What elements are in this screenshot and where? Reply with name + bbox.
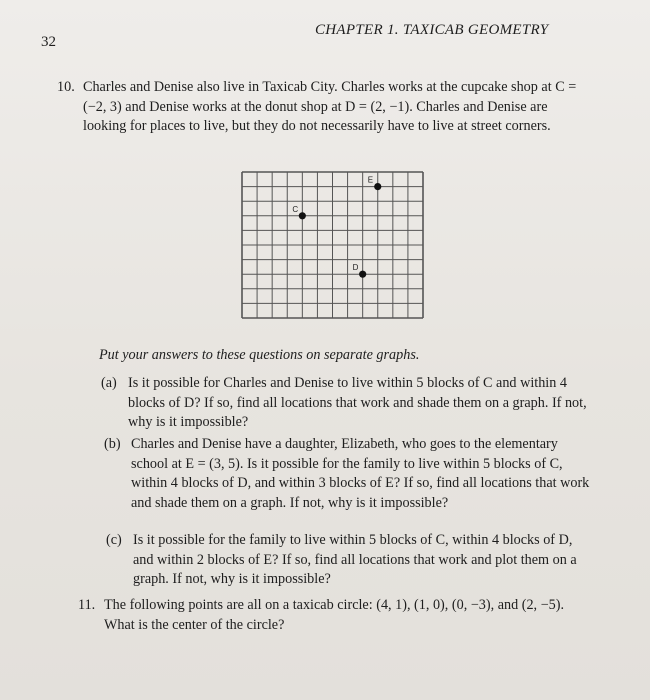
- part-a: [101, 374, 590, 433]
- running-head: CHAPTER 1. TAXICAB GEOMETRY: [315, 22, 549, 38]
- part-label: (c): [106, 532, 122, 548]
- part-text: Is it possible for Charles and Denise to live within 5 blocks of C and within 4 blocks of D? If so, find all locations that work and shade them on a graph. If not, why is it impossible?: [128, 375, 587, 430]
- part-label: (a): [101, 375, 117, 391]
- point-label-c: C: [292, 204, 299, 214]
- point-e: [374, 183, 381, 190]
- point-c: [299, 212, 306, 219]
- grid-points: [292, 176, 381, 278]
- problem-11: [78, 596, 592, 635]
- page-number: 32: [41, 34, 56, 50]
- part-text: Charles and Denise have a daughter, Elizabeth, who goes to the elementary school at E = (3, 5). Is it possible for the family to live within 5 blocks of C, within 4 blocks of D, and within 3 blocks of E? If so, find all locations that work and shade them on a graph. If not, why is it impossible?: [131, 436, 590, 511]
- taxicab-grid: [240, 170, 425, 320]
- part-label: (b): [104, 436, 121, 452]
- problem-10: [57, 78, 591, 137]
- problem-text: The following points are all on a taxicab circle: (4, 1), (1, 0), (0, −3), and (2, −5). What is the center of the circle?: [104, 597, 565, 633]
- instruction-text: Put your answers to these questions on separate graphs.: [99, 347, 420, 363]
- part-text: Is it possible for the family to live within 5 blocks of C, within 4 blocks of D, and within 2 blocks of E? If so, find all locations that work and plot them on a graph. If not, why is it impossible?: [133, 532, 577, 587]
- taxicab-grid-figure: [240, 170, 425, 320]
- problem-number: 11.: [78, 597, 96, 613]
- point-label-d: D: [352, 263, 359, 273]
- point-d: [359, 271, 366, 278]
- problem-text: Charles and Denise also live in Taxicab City. Charles works at the cupcake shop at C = (−2, 3) and Denise works at the donut shop at D = (2, −1). Charles and Denise are looking for places to live, but they do not necessarily have to live at street corners.: [83, 79, 577, 135]
- grid-lines: [242, 172, 423, 318]
- part-c: [106, 531, 591, 590]
- part-b: [104, 435, 591, 513]
- point-label-e: E: [367, 175, 374, 185]
- problem-number: 10.: [57, 79, 75, 95]
